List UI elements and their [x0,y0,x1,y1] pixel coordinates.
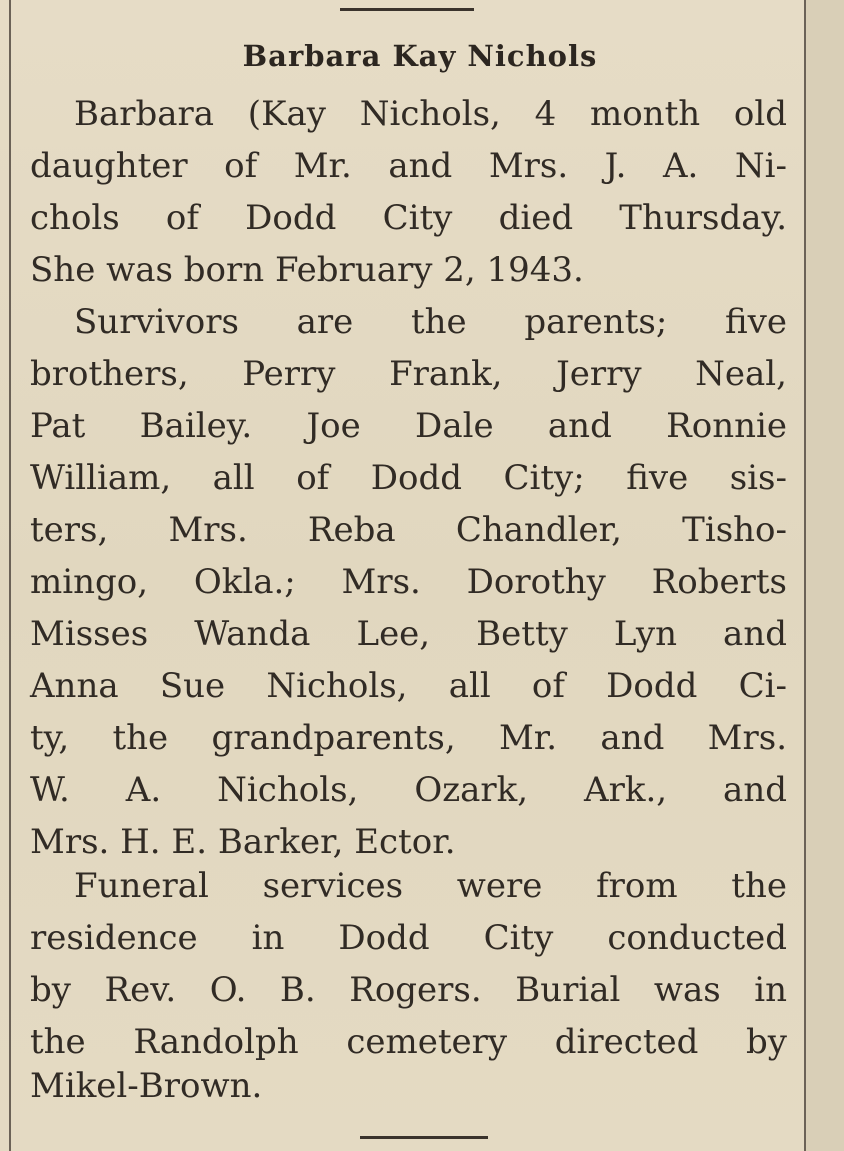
section-divider-top [340,8,474,11]
text-line: Survivors are the parents; five [74,302,787,342]
text-line: mingo, Okla.; Mrs. Dorothy Roberts [30,562,787,602]
text-line: Barbara (Kay Nichols, 4 month old [74,94,787,134]
text-line: Pat Bailey. Joe Dale and Ronnie [30,406,787,446]
column-rule-left [9,0,11,1151]
text-line: daughter of Mr. and Mrs. J. A. Ni- [30,146,787,186]
section-divider-bottom [360,1136,488,1139]
column-rule-right [804,0,806,1151]
text-line: Anna Sue Nichols, all of Dodd Ci- [30,666,787,706]
text-line: by Rev. O. B. Rogers. Burial was in [30,970,787,1010]
headline: Barbara Kay Nichols [242,39,598,73]
text-line: William, all of Dodd City; five sis- [30,458,787,498]
adjacent-column-margin [806,0,844,1151]
text-line: residence in Dodd City conducted [30,918,787,958]
text-line: the Randolph cemetery directed by [30,1022,787,1062]
text-line: brothers, Perry Frank, Jerry Neal, [30,354,787,394]
text-line: Misses Wanda Lee, Betty Lyn and [30,614,787,654]
text-line: Mikel-Brown. [30,1066,263,1106]
text-line: chols of Dodd City died Thursday. [30,198,787,238]
text-line: She was born February 2, 1943. [30,250,584,290]
text-line: ty, the grandparents, Mr. and Mrs. [30,718,787,758]
text-line: ters, Mrs. Reba Chandler, Tisho- [30,510,787,550]
text-line: Mrs. H. E. Barker, Ector. [30,822,456,862]
text-line: W. A. Nichols, Ozark, Ark., and [30,770,787,810]
text-line: Funeral services were from the [74,866,787,906]
